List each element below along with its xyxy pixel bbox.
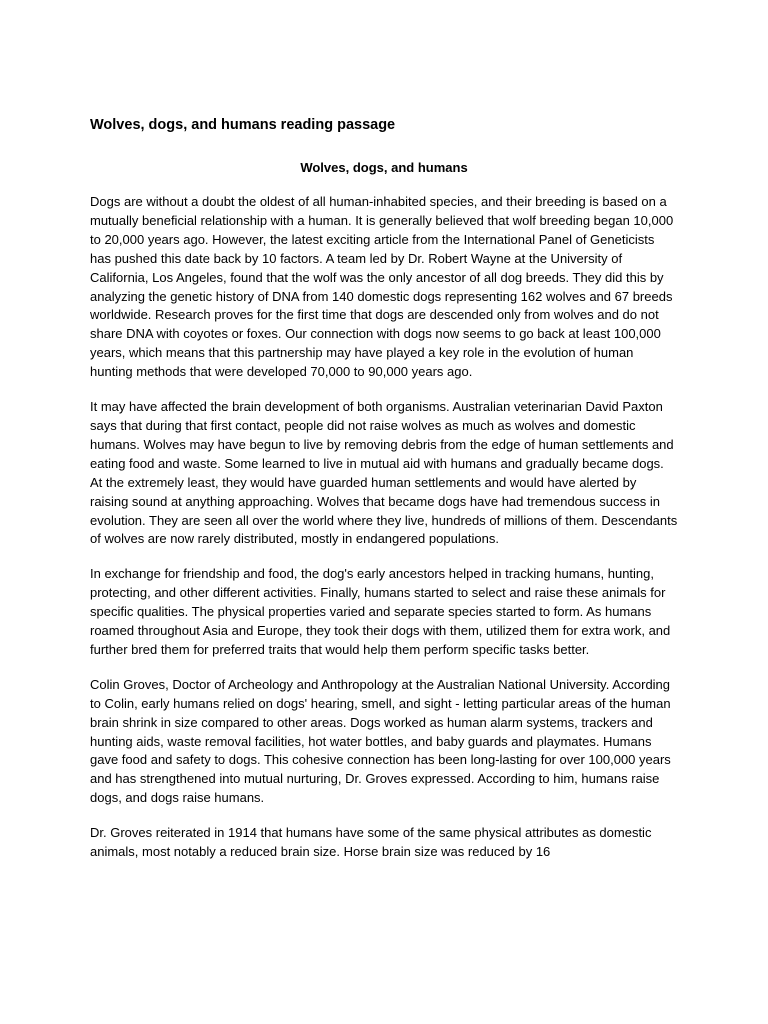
paragraph-3: In exchange for friendship and food, the dog's early ancestors helped in tracking humans, hunting, protecting, and other different activities. Finally, humans started to select and raise these animals for specific qualities. The physical properties varied and separate species started to form. As humans roamed throughout Asia and Europe, they took their dogs with them, utilized them for extra work, and further bred them for preferred traits that would help them perform specific tasks better.: [90, 566, 671, 657]
paragraph-5: Dr. Groves reiterated in 1914 that humans have some of the same physical attributes as domestic animals, most notably a reduced brain size. Horse brain size was reduced by 16: [90, 825, 652, 860]
document-page: [90, 114, 678, 878]
section-heading: Wolves, dogs, and humans: [300, 160, 468, 175]
paragraph-4: Colin Groves, Doctor of Archeology and Anthropology at the Australian National University. According to Colin, early humans relied on dogs' hearing, smell, and sight - letting particular areas of the human brain shrink in size compared to other areas. Dogs worked as human alarm systems, trackers and hunting aids, waste removal facilities, hot water bottles, and baby guards and playmates. Humans gave food and safety to dogs. This cohesive connection has been long-lasting for over 100,000 years and has strengthened into mutual nurturing, Dr. Groves expressed. According to him, humans raise dogs, and dogs raise humans.: [90, 676, 671, 806]
document-title: Wolves, dogs, and humans reading passage: [90, 117, 396, 133]
paragraph-1: Dogs are without a doubt the oldest of all human-inhabited species, and their breeding is based on a mutually beneficial relationship with a human. It is generally believed that wolf breeding began 10,000 to 20,000 years ago. However, the latest exciting article from the International Panel of Geneticists has pushed this date back by 10 factors. A team led by Dr. Robert Wayne at the University of California, Los Angeles, found that the wolf was the only ancestor of all dog breeds. They did this by analyzing the genetic history of DNA from 140 domestic dogs representing 162 wolves and 67 breeds worldwide. Research proves for the first time that dogs are descended only from wolves and do not share DNA with coyotes or foxes. Our connection with dogs now seems to go back at least 100,000 years, which means that this partnership may have played a key role in the evolution of human hunting methods that were developed 70,000 to 90,000 years ago.: [90, 194, 674, 380]
paragraph-2: It may have affected the brain development of both organisms. Australian veterinarian David Paxton says that during that first contact, people did not raise wolves as much as wolves and domestic humans. Wolves may have begun to live by removing debris from the edge of human settlements and eating food and waste. Some learned to live in mutual aid with humans and gradually became dogs. At the extremely least, they would have guarded human settlements and would have alerted by raising sound at anything approaching. Wolves that became dogs have had tremendous success in evolution. They are seen all over the world where they live, hundreds of millions of them. Descendants of wolves are now rarely distributed, mostly in endangered populations.: [90, 399, 678, 547]
